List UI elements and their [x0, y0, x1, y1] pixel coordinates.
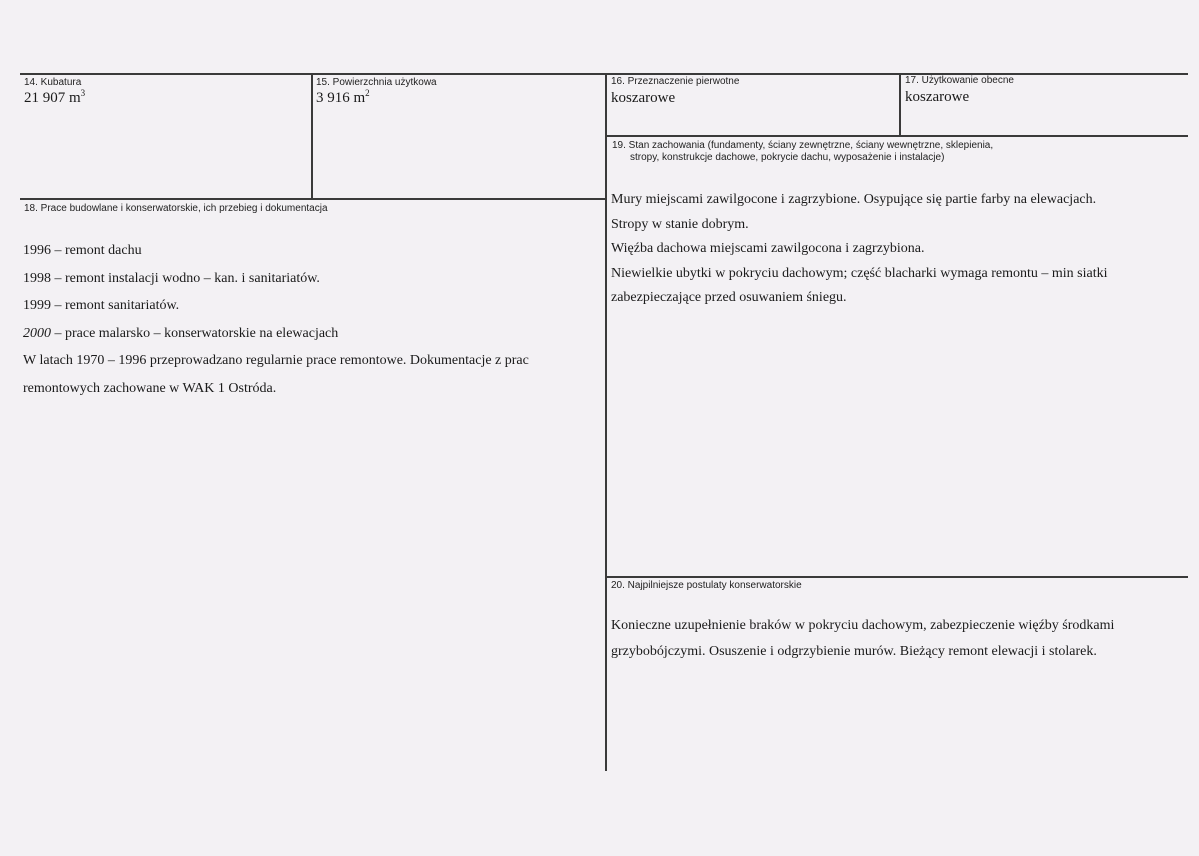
field-19-line: Mury miejscami zawilgocone i zagrzybione. Osypujące się partie farby na elewacjach. [611, 192, 1097, 207]
field-19-line: Więźba dachowa miejscami zawilgocona i zagrzybiona. [611, 241, 925, 256]
field-17-value: koszarowe [905, 89, 970, 105]
entry-year: 1998 [23, 270, 51, 286]
field-14-label: 14. Kubatura [24, 77, 82, 88]
field-18-entry [23, 325, 529, 353]
rule-above-18 [20, 198, 605, 200]
divider-14-15 [311, 73, 313, 199]
field-20-line: grzybobójczymi. Osuszenie i odgrzybienie murów. Bieżący remont elewacji i stolarek. [611, 644, 1097, 659]
field-16-value: koszarowe [611, 90, 676, 106]
field-15-exponent: 2 [365, 88, 370, 98]
field-18-note-line: W latach 1970 – 1996 przeprowadzano regularnie prace remontowe. Dokumentacje z prac [23, 353, 529, 368]
field-19-label-line2: stropy, konstrukcje dachowe, pokrycie dachu, wyposażenie i instalacje) [630, 152, 945, 163]
divider-left-right [605, 73, 607, 771]
entry-text: – remont dachu [51, 243, 142, 258]
field-20-line: Konieczne uzupełnienie braków w pokryciu dachowym, zabezpieczenie więźby środkami [611, 618, 1115, 633]
field-20-text [611, 617, 1114, 669]
divider-16-17 [899, 73, 901, 136]
entry-text: – prace malarsko – konserwatorskie na elewacjach [51, 325, 339, 341]
entry-year: 1999 [23, 298, 51, 313]
field-14-exponent: 3 [80, 88, 86, 98]
field-16-label: 16. Przeznaczenie pierwotne [611, 76, 740, 87]
field-19-text [611, 191, 1107, 314]
field-19-line: zabezpieczające przed osuwaniem śniegu. [611, 290, 847, 305]
field-18-entry [23, 270, 529, 298]
field-18-text [23, 242, 529, 407]
field-15-value [316, 89, 370, 107]
rule-above-20 [605, 576, 1188, 578]
field-14-number: 21 907 m [24, 90, 81, 106]
field-18-entry [23, 242, 529, 270]
field-18-note-line: remontowych zachowane w WAK 1 Ostróda. [23, 380, 277, 396]
field-19-line: Niewielkie ubytki w pokryciu dachowym; część blacharki wymaga remontu – min siatki [611, 265, 1108, 281]
field-20-label: 20. Najpilniejsze postulaty konserwatorskie [611, 580, 802, 591]
field-19-label-line1: 19. Stan zachowania (fundamenty, ściany zewnętrzne, ściany wewnętrzne, sklepienia, [612, 140, 994, 151]
field-17-label: 17. Użytkowanie obecne [905, 75, 1014, 86]
field-18-entry [23, 297, 529, 325]
field-15-number: 3 916 m [316, 90, 366, 106]
entry-year: 1996 [23, 243, 51, 258]
field-14-value [24, 89, 85, 107]
entry-year: 2000 [23, 325, 51, 341]
entry-text: – remont sanitariatów. [51, 298, 180, 313]
rule-above-19 [605, 135, 1188, 137]
field-18-label: 18. Prace budowlane i konserwatorskie, ich przebieg i dokumentacja [24, 203, 328, 214]
entry-text: – remont instalacji wodno – kan. i sanitariatów. [51, 270, 320, 286]
field-19-line: Stropy w stanie dobrym. [611, 216, 749, 232]
field-15-label: 15. Powierzchnia użytkowa [316, 77, 437, 88]
